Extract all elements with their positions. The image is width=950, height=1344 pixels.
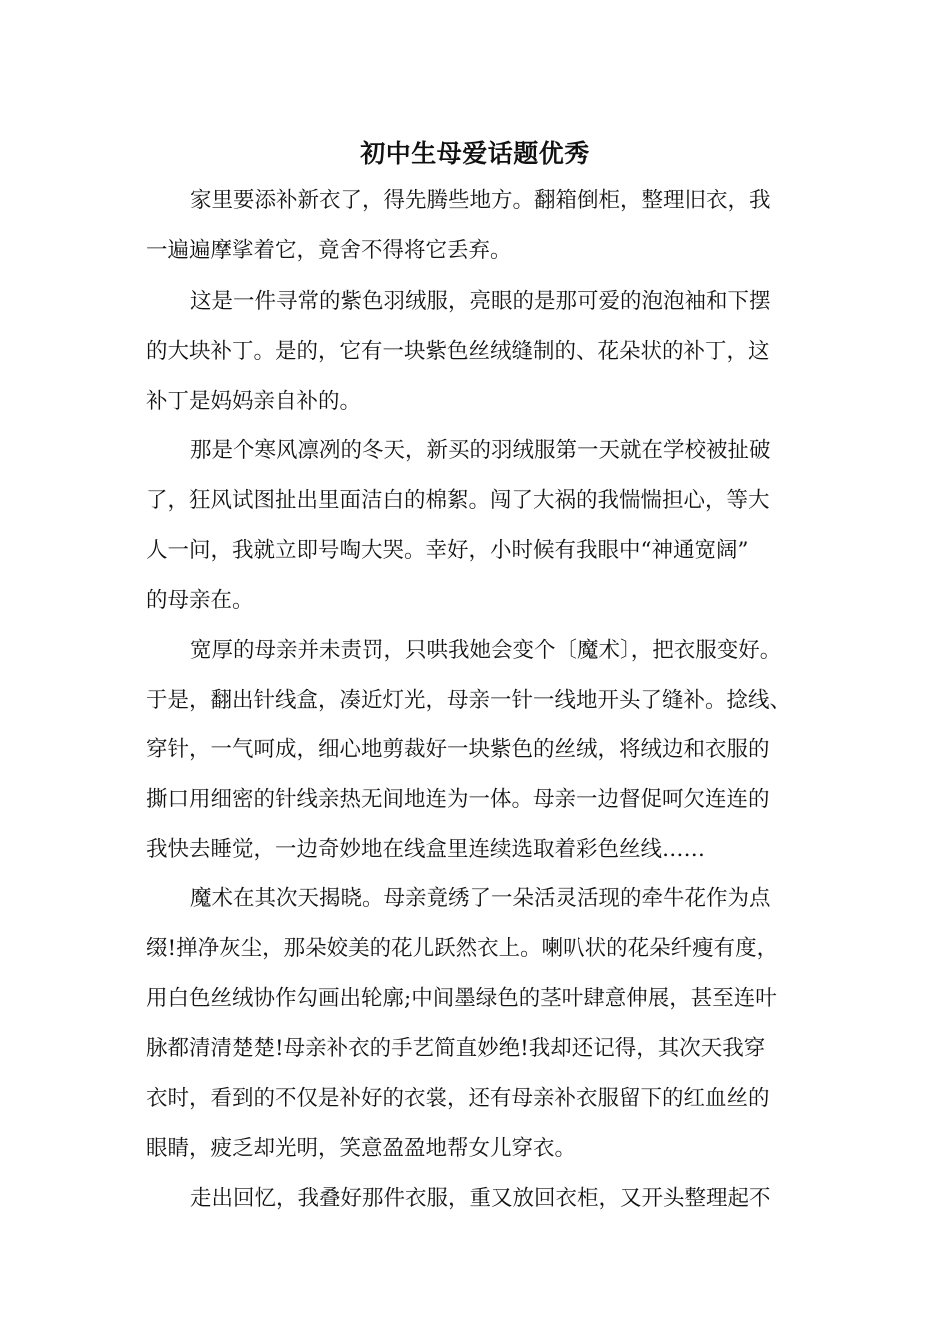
text-line: 补丁是妈妈亲自补的。 <box>146 389 362 414</box>
text-line: 宽厚的母亲并未责罚，只哄我她会变个〔魔术〕，把衣服变好。 <box>190 638 782 663</box>
text-line: 脉都清清楚楚!母亲补衣的手艺简直妙绝!我却还记得，其次天我穿 <box>146 1036 766 1061</box>
text-line: 用白色丝绒协作勾画出轮廓;中间墨绿色的茎叶肆意伸展，甚至连叶 <box>146 986 777 1011</box>
text-line: 缀!掸净灰尘，那朵姣美的花儿跃然衣上。喇叭状的花朵纤瘦有度， <box>146 936 779 961</box>
text-line: 我快去睡觉，一边奇妙地在线盒里连续选取着彩色丝线…… <box>146 837 706 862</box>
text-line: 的大块补丁。是的，它有一块紫色丝绒缝制的、花朵状的补丁，这 <box>146 339 770 364</box>
text-line: 人一问，我就立即号啕大哭。幸好，小时候有我眼中“神通宽阔” <box>146 538 749 563</box>
text-line: 一遍遍摩挲着它，竟舍不得将它丢弃。 <box>146 238 512 263</box>
text-line: 走出回忆，我叠好那件衣服，重又放回衣柜，又开头整理起不 <box>190 1186 771 1211</box>
text-line: 那是个寒风凛冽的冬天，新买的羽绒服第一天就在学校被扯破 <box>190 438 771 463</box>
text-line: 了，狂风试图扯出里面洁白的棉絮。闯了大祸的我惴惴担心，等大 <box>146 488 770 513</box>
text-line: 的母亲在。 <box>146 588 254 613</box>
text-line: 魔术在其次天揭晓。母亲竟绣了一朵活灵活现的牵牛花作为点 <box>190 886 771 911</box>
text-line: 于是，翻出针线盒，凑近灯光，母亲一针一线地开头了缝补。捻线、 <box>146 688 792 713</box>
document-title: 初中生母爱话题优秀 <box>360 139 590 168</box>
text-line: 穿针，一气呵成，细心地剪裁好一块紫色的丝绒，将绒边和衣服的 <box>146 737 770 762</box>
text-line: 家里要添补新衣了，得先腾些地方。翻箱倒柜，整理旧衣，我 <box>190 188 771 213</box>
text-line: 这是一件寻常的紫色羽绒服，亮眼的是那可爱的泡泡袖和下摆 <box>190 289 771 314</box>
text-line: 衣时，看到的不仅是补好的衣裳，还有母亲补衣服留下的红血丝的 <box>146 1086 770 1111</box>
text-line: 眼睛，疲乏却光明，笑意盈盈地帮女儿穿衣。 <box>146 1136 577 1161</box>
text-line: 撕口用细密的针线亲热无间地连为一体。母亲一边督促呵欠连连的 <box>146 787 770 812</box>
